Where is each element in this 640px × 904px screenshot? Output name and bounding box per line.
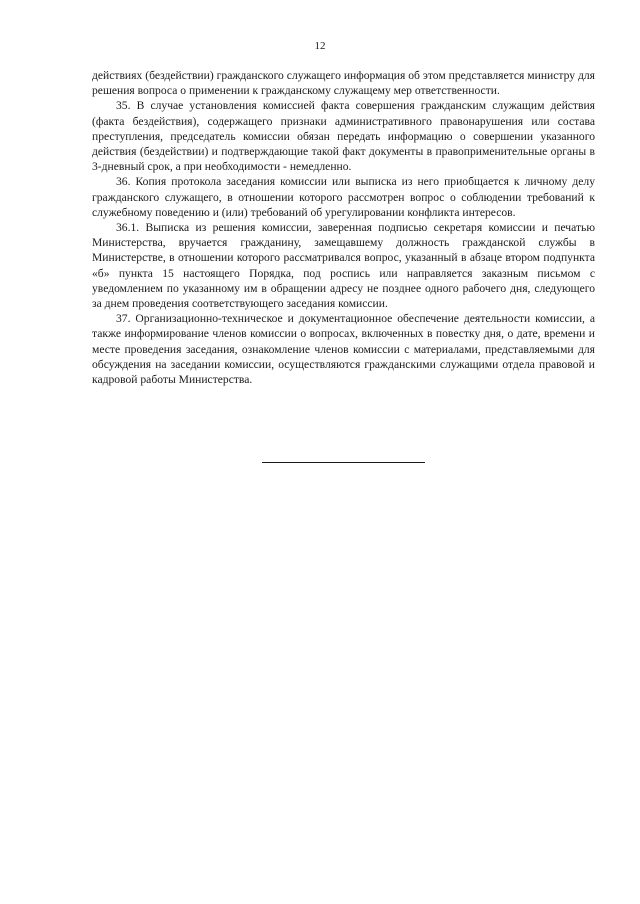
end-separator-line xyxy=(262,462,425,463)
page-number: 12 xyxy=(314,40,326,52)
paragraph-35: 35. В случае установления комиссией факта совершения гражданским служащим действия (факта бездействия), содержащего признаки административного правонарушения или состава преступления, председатель комиссии обязан передать информацию о совершении указанного действия (бездействии) и подтверждающие такой факт документы в правоприменительные органы в 3-дневный срок, а при необходимости - немедленно. xyxy=(92,99,595,174)
document-body xyxy=(92,68,595,387)
paragraph-continuation: действиях (бездействии) гражданского служащего информация об этом представляется министру для решения вопроса о применении к гражданскому служащему мер ответственности. xyxy=(92,69,595,98)
paragraph-36: 36. Копия протокола заседания комиссии или выписка из него приобщается к личному делу гражданского служащего, в отношении которого рассмотрен вопрос о соблюдении требований к служебному поведению и (или) требований об урегулировании конфликта интересов. xyxy=(92,175,595,219)
paragraph-36-1: 36.1. Выписка из решения комиссии, заверенная подписью секретаря комиссии и печатью Министерства, вручается гражданину, замещавшему должность гражданской службы в Министерстве, в отношении которого рассматривался вопрос, указанный в абзаце втором подпункта «б» пункта 15 настоящего Порядка, под роспись или направляется заказным письмом с уведомлением по указанному им в обращении адресу не позднее одного рабочего дня, следующего за днем проведения соответствующего заседания комиссии. xyxy=(92,221,595,311)
paragraph-37: 37. Организационно-техническое и документационное обеспечение деятельности комиссии, а также информирование членов комиссии о вопросах, включенных в повестку дня, о дате, времени и месте проведения заседания, ознакомление членов комиссии с материалами, представляемыми для обсуждения на заседании комиссии, осуществляются гражданскими служащими отдела правовой и кадровой работы Министерства. xyxy=(92,312,595,387)
